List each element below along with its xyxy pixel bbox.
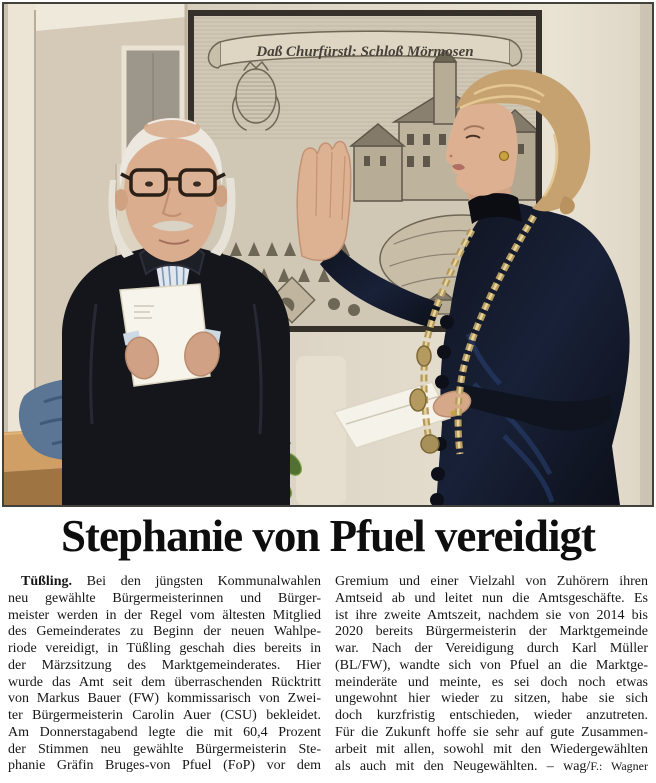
column-left [8, 574, 321, 776]
article-photo [2, 2, 654, 507]
headline: Stephanie von Pfuel vereidigt [61, 511, 595, 561]
photo-credit: F.: Wagner [590, 759, 648, 774]
body-line: arbeit mit allen, sowohl mit den Wiedergewählten [335, 741, 648, 757]
body-line [8, 574, 321, 591]
body-line: des Gemeinderates zu Beginn der neuen Wahlpe- [8, 624, 321, 640]
body-line: Am Donnerstagabend legte die mit 60,4 Prozent [8, 724, 321, 740]
earring [500, 152, 509, 161]
wall-corner-shadow [640, 4, 652, 505]
article-body [8, 574, 648, 776]
body-line: ter Bürgermeisterin Carolin Auer (CSU) bekleidet. [8, 708, 321, 723]
wall-highlight [296, 356, 346, 505]
body-line: der Stimmen neu gewählte Bürgermeisterin Ste- [8, 741, 321, 757]
body-line: war. Nach der Vereidigung durch Karl Müller [335, 641, 648, 656]
body-line: ungewohnt hier wieder zu sitzen, habe sie sich [335, 691, 648, 707]
body-lines-left [8, 591, 321, 775]
body-line-text: Bei den jüngsten Kommunalwahlen [86, 574, 321, 589]
body-line: phanie Gräfin Bruges-von Pfuel (FoP) vor dem [8, 758, 321, 774]
body-line: neu gewählte Bürgermeisterinnen und Bürger- [8, 590, 321, 606]
column-right [335, 574, 648, 776]
body-line: Amtseid ab und leitet nun die Amtsgeschäfte. Es [335, 590, 648, 606]
dateline: Tüßling. [21, 574, 72, 589]
body-line: meister werden in der Regel vom ältesten Mitglied [8, 607, 321, 623]
body-line: wurde das Amt seit dem überraschenden Rücktritt [8, 674, 321, 690]
body-line: meinderäte und meinte, es sei doch noch etwas [335, 674, 648, 690]
body-line-last [335, 758, 648, 776]
body-line: ist ihre zweite Amtszeit, nachdem sie von 2014 bis [335, 607, 648, 623]
engraving-banner-text: Daß Churfürstl: Schloß Mörmosen [256, 44, 474, 60]
body-line: der Märzsitzung des Marktgemeinderates. Hier [8, 657, 321, 673]
body-line: doch kurzfristig entschieden, wieder anzutreten. [335, 708, 648, 723]
woman-raised-hand [297, 141, 350, 260]
body-line: riode vereidigt, in Tüßling geschah dies bereits in [8, 641, 321, 656]
body-line: 2020 bereits Bürgermeisterin der Marktgemeinde [335, 624, 648, 640]
body-line: Gremium und einer Vielzahl von Zuhörern ihren [335, 574, 648, 589]
body-lines-right [335, 574, 648, 758]
body-line: (BL/FW), wandte sich von Pfuel an die Marktge- [335, 657, 648, 673]
body-line-text: als auch mit den Neugewählten. – wag/ [335, 759, 591, 775]
body-line: von Markus Bauer (FW) kommissarisch von Zwei- [8, 691, 321, 707]
photo-scene [4, 4, 652, 505]
body-line: Für die Zukunft hoffe sie sehr auf gute Zusammen- [335, 724, 648, 740]
